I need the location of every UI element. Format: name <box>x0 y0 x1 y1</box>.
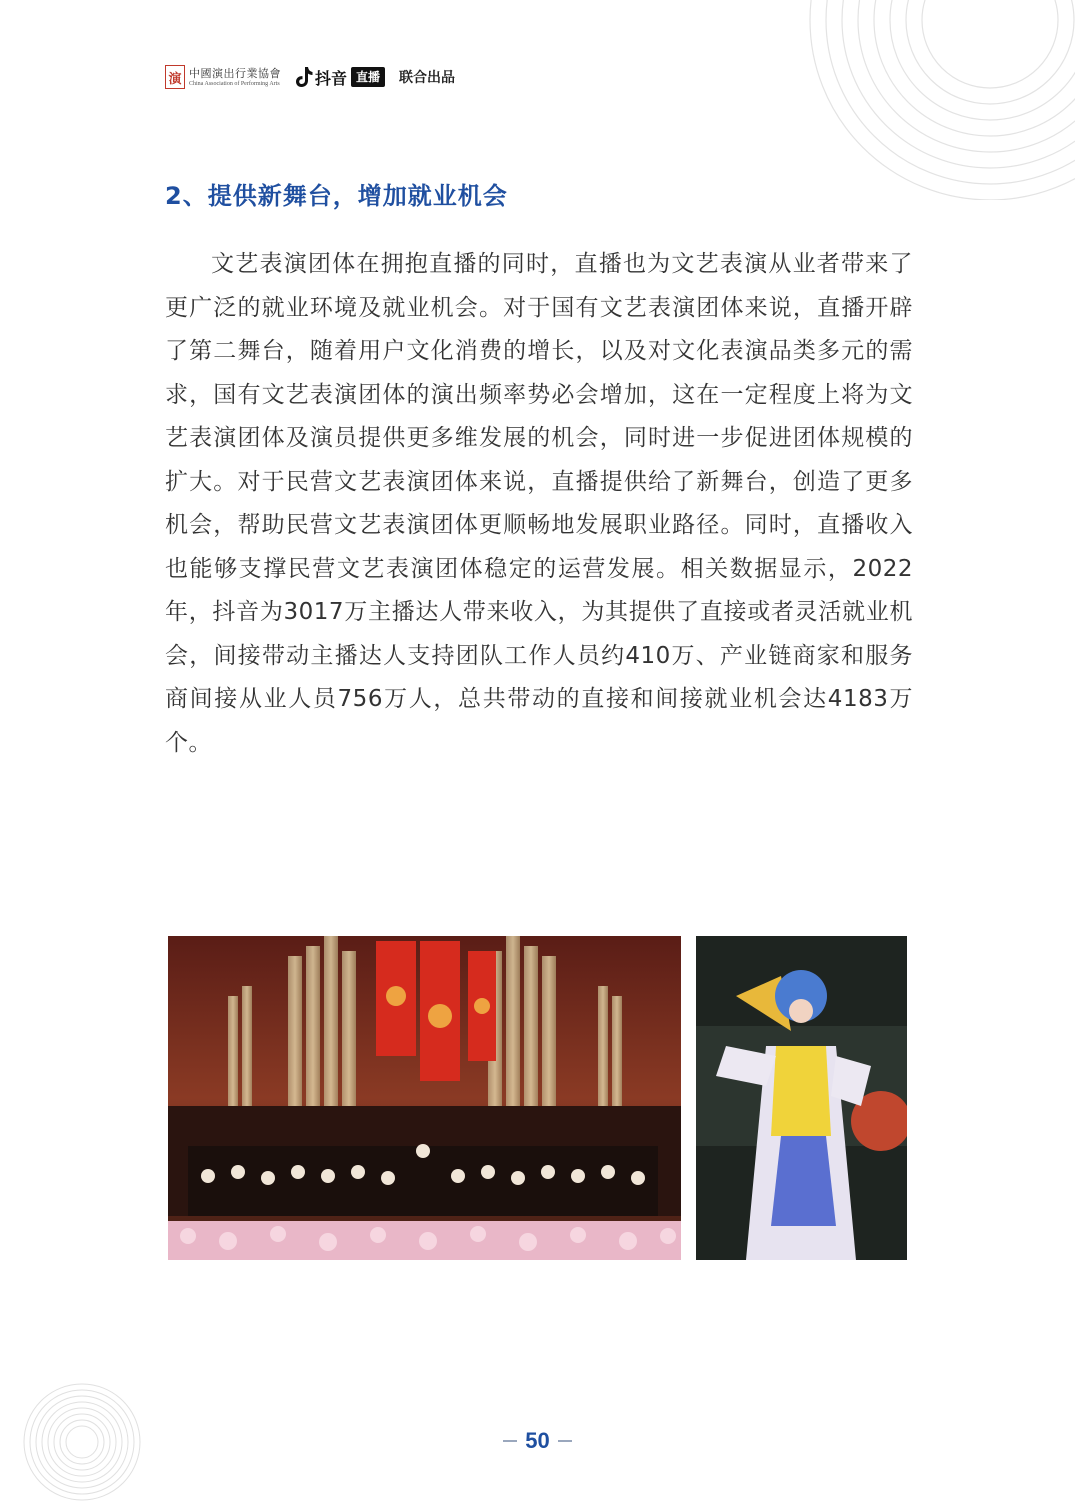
page-number-text: 50 <box>525 1428 550 1453</box>
joint-production-label: 联合出品 <box>399 70 456 86</box>
cpaa-name-cn: 中國演出行業協會 <box>189 66 281 80</box>
orchestra-concert-photo <box>168 936 681 1260</box>
douyin-name: 抖音 <box>315 68 348 88</box>
decorative-circles-top-right <box>730 0 1075 200</box>
cpaa-logo-seal: 演 <box>165 65 185 89</box>
page-number <box>0 1428 1075 1454</box>
body-paragraph: 文艺表演团体在拥抱直播的同时，直播也为文艺表演从业者带来了更广泛的就业环境及就业机会。对于国有文艺表演团体来说，直播开辟了第二舞台，随着用户文化消费的增长，以及对文化表演品类多元的需求，国有文艺表演团体的演出频率势必会增加，这在一定程度上将为文艺表演团体及演员提供更多维发展的机会，同时进一步促进团体规模的扩大。对于民营文艺表演团体来说，直播提供给了新舞台，创造了更多机会，帮助民营文艺表演团体更顺畅地发展职业路径。同时，直播收入也能够支撑民营文艺表演团体稳定的运营发展。相关数据显示，2022年，抖音为3017万主播达人带来收入，为其提供了直接或者灵活就业机会，间接带动主播达人支持团队工作人员约410万、产业链商家和服务商间接从业人员756万人，总共带动的直接和间接就业机会达4183万个。 <box>165 251 913 756</box>
opera-performer-photo <box>696 936 907 1260</box>
douyin-live-logo <box>295 66 385 89</box>
page-number-dash-left <box>503 1440 517 1442</box>
live-badge: 直播 <box>351 67 385 87</box>
cpaa-name-en: China Association of Performing Arts <box>189 80 280 87</box>
douyin-note-icon <box>295 66 313 88</box>
cpaa-logo-text <box>189 68 281 87</box>
page-number-dash-right <box>558 1440 572 1442</box>
header-logos <box>165 62 455 92</box>
section-title: 2、提供新舞台，增加就业机会 <box>165 182 508 210</box>
